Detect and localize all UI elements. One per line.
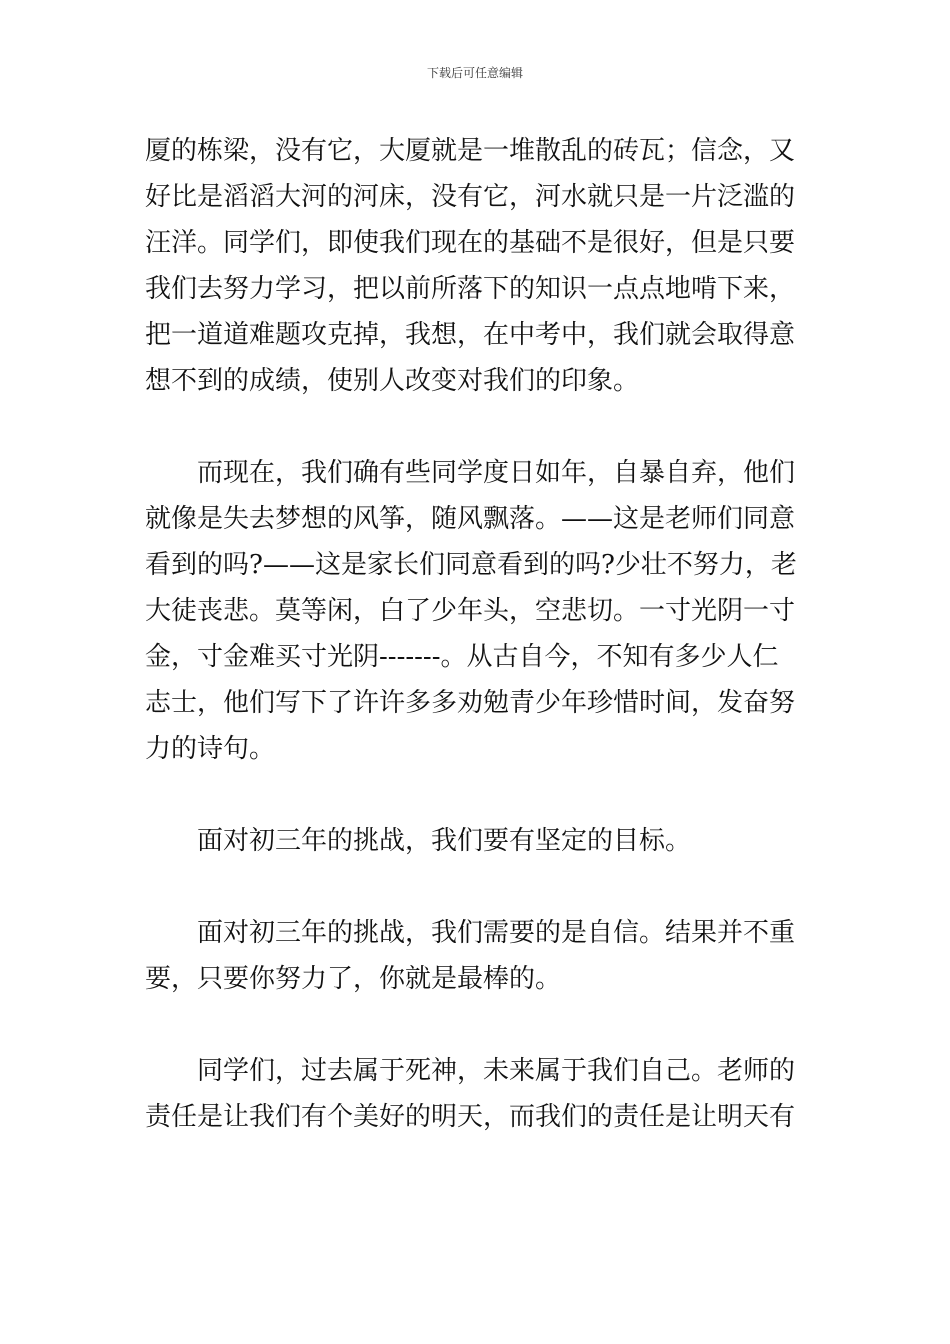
paragraph-gap	[145, 1002, 810, 1048]
document-body	[145, 128, 810, 1140]
paragraph-3	[145, 818, 810, 864]
text-line: 厦的栋梁，没有它，大厦就是一堆散乱的砖瓦；信念，又	[145, 136, 796, 166]
text-line: 汪洋。同学们，即使我们现在的基础不是很好，但是只要	[145, 228, 796, 258]
paragraph-gap	[145, 404, 810, 450]
text-line: 而现在，我们确有些同学度日如年，自暴自弃，他们	[197, 458, 796, 488]
text-line: 志士，他们写下了许许多多劝勉青少年珍惜时间，发奋努	[145, 688, 796, 718]
text-line: 面对初三年的挑战，我们要有坚定的目标。	[197, 826, 692, 856]
text-line: 我们去努力学习，把以前所落下的知识一点点地啃下来，	[145, 274, 796, 304]
text-line: 想不到的成绩，使别人改变对我们的印象。	[145, 366, 640, 396]
text-line: 要，只要你努力了，你就是最棒的。	[145, 964, 562, 994]
paragraph-2	[145, 450, 810, 772]
text-line: 力的诗句。	[145, 734, 276, 764]
text-line: 大徒丧悲。莫等闲，白了少年头，空悲切。一寸光阴一寸	[145, 596, 796, 626]
page-header: 下载后可任意编辑	[426, 66, 523, 80]
text-line: 责任是让我们有个美好的明天，而我们的责任是让明天有	[145, 1102, 796, 1132]
text-line: 同学们，过去属于死神，未来属于我们自己。老师的	[197, 1056, 796, 1086]
paragraph-4	[145, 910, 810, 1002]
text-line: 就像是失去梦想的风筝，随风飘落。——这是老师们同意	[145, 504, 796, 534]
paragraph-gap	[145, 772, 810, 818]
text-line: 把一道道难题攻克掉，我想，在中考中，我们就会取得意	[145, 320, 796, 350]
text-line: 看到的吗?——这是家长们同意看到的吗?少壮不努力，老	[145, 550, 797, 580]
paragraph-5	[145, 1048, 810, 1140]
text-line: 金，寸金难买寸光阴-------。从古自今，不知有多少人仁	[145, 642, 779, 672]
text-line: 面对初三年的挑战，我们需要的是自信。结果并不重	[197, 918, 796, 948]
text-line: 好比是滔滔大河的河床，没有它，河水就只是一片泛滥的	[145, 182, 796, 212]
paragraph-1	[145, 128, 810, 404]
paragraph-gap	[145, 864, 810, 910]
